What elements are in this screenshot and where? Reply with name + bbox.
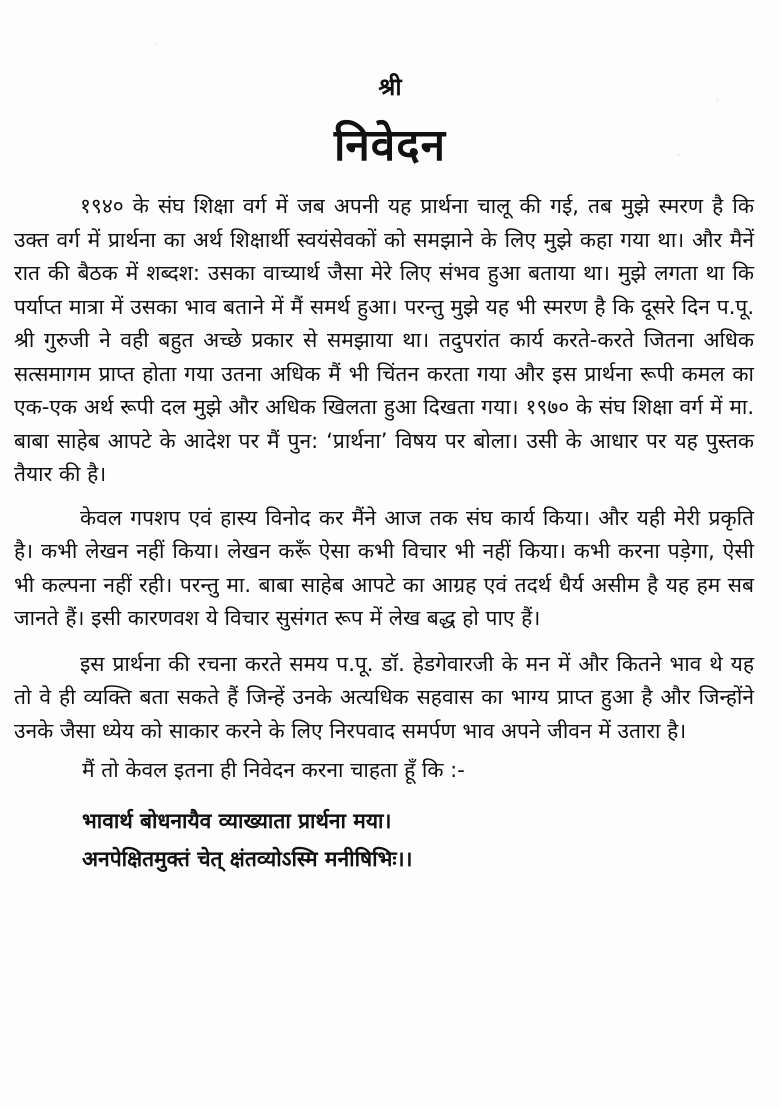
shloka-line-1: भावार्थ बोधनायैव व्याख्याता प्रार्थना मया। (82, 808, 392, 833)
shloka-line-2: अनपेक्षितमुक्तं चेत् क्षंतव्योऽस्मि मनीषिभिः।। (82, 846, 413, 871)
page-body (14, 190, 754, 878)
invocation-heading: श्री (378, 73, 402, 101)
shloka-verse (14, 802, 754, 878)
paragraph-2: केवल गपशप एवं हास्य विनोद कर मैंने आज तक संघ कार्य किया। और यही मेरी प्रकृति है। कभी लेखन नहीं किया। लेखन करूँ ऐसा कभी विचार भी नहीं किया। कभी करना पड़ेगा, ऐसी भी कल्पना नहीं रही। परन्तु मा. बाबा साहेब आपटे का आग्रह एवं तदर्थ धैर्य असीम है यह हम सब जानते हैं। इसी कारणवश ये विचार सुसंगत रूप में लेख बद्ध हो पाए हैं। (14, 505, 754, 630)
paragraph-1: १९४० के संघ शिक्षा वर्ग में जब अपनी यह प्रार्थना चालू की गई, तब मुझे स्मरण है कि उक्त वर्ग में प्रार्थना का अर्थ शिक्षार्थी स्वयंसेवकों को समझाने के लिए मुझे कहा गया था। और मैनें रात की बैठक में शब्दश: उसका वाच्यार्थ जैसा मेरे लिए संभव हुआ बताया था। मुझे लगता था कि पर्याप्त मात्रा में उसका भाव बताने में मैं समर्थ हुआ। परन्तु मुझे यह भी स्मरण है कि दूसरे दिन प.पू. श्री गुरुजी ने वही बहुत अच्छे प्रकार से समझाया था। तदुपरांत कार्य करते-करते जितना अधिक सत्समागम प्राप्त होता गया उतना अधिक मैं भी चिंतन करता गया और इस प्रार्थना रूपी कमल का एक-एक अर्थ रूपी दल मुझे और अधिक खिलता हुआ दिखता गया। १९७० के संघ शिक्षा वर्ग में मा. बाबा साहेब आपटे के आदेश पर मैं पुन: ‘प्रार्थना’ विषय पर बोला। उसी के आधार पर यह पुस्तक तैयार की है। (14, 194, 754, 486)
paragraph-3: इस प्रार्थना की रचना करते समय प.पू. डॉ. हेडगेवारजी के मन में और कितने भाव थे यह तो वे ही व्यक्ति बता सकते हैं जिन्हें उनके अत्यधिक सहवास का भाग्य प्राप्त हुआ है और जिन्होंने उनके जैसा ध्येय को साकार करने के लिए निरपवाद समर्पण भाव अपने जीवन में उतारा है। (14, 651, 754, 743)
page-title: निवेदन (333, 120, 447, 171)
closing-statement: मैं तो केवल इतना ही निवेदन करना चाहता हूँ कि :- (82, 758, 465, 782)
